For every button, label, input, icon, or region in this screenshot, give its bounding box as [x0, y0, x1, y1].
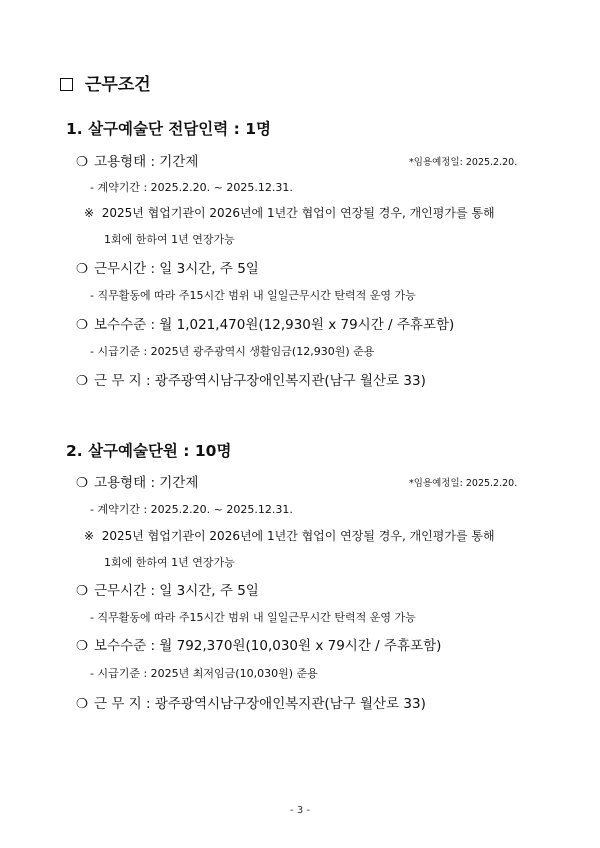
block-1-pay: ❍ 보수수준 : 월 1,021,470원(12,930원 x 79시간 / 주휴포함) — [76, 317, 455, 333]
circle-bullet-icon: ❍ — [76, 475, 89, 491]
circle-bullet-icon: ❍ — [76, 154, 89, 170]
block-2-appointment-date: *임용예정일: 2025.2.20. — [409, 478, 518, 489]
block-1-pay-detail: - 시급기준 : 2025년 광주광역시 생활임금(12,930원) 준용 — [90, 345, 375, 358]
block-1-contract-period: - 계약기간 : 2025.2.20. ~ 2025.12.31. — [90, 181, 293, 194]
circle-bullet-icon: ❍ — [76, 638, 89, 654]
block-1-work-hours: ❍ 근무시간 : 일 3시간, 주 5일 — [76, 261, 259, 277]
block-1-heading: 1. 살구예술단 전담인력 : 1명 — [66, 120, 271, 138]
block-2-workplace: ❍ 근 무 지 : 광주광역시남구장애인복지관(남구 월산로 33) — [76, 696, 426, 712]
circle-bullet-icon: ❍ — [76, 261, 89, 277]
block-2-note-line1: ※ 2025년 협업기관이 2026년에 1년간 협업이 연장될 경우, 개인평가를 통해 — [84, 529, 495, 543]
block-1-work-hours-detail: - 직무활동에 따라 주15시간 범위 내 일일근무시간 탄력적 운영 가능 — [90, 289, 416, 302]
block-1-employment-type: ❍ 고용형태 : 기간제 — [76, 154, 199, 170]
block-2-pay-detail: - 시급기준 : 2025년 최저임금(10,030원) 준용 — [90, 667, 318, 680]
block-1-appointment-date: *임용예정일: 2025.2.20. — [409, 157, 518, 168]
page-number: - 3 - — [290, 805, 310, 816]
block-2-heading: 2. 살구예술단원 : 10명 — [66, 442, 232, 460]
checkbox-square-icon — [60, 78, 73, 91]
circle-bullet-icon: ❍ — [76, 696, 89, 712]
circle-bullet-icon: ❍ — [76, 373, 89, 389]
block-2-contract-period: - 계약기간 : 2025.2.20. ~ 2025.12.31. — [90, 503, 293, 516]
block-2-pay: ❍ 보수수준 : 월 792,370원(10,030원 x 79시간 / 주휴포함) — [76, 638, 442, 654]
block-1-note-line2: 1회에 한하여 1년 연장가능 — [104, 233, 235, 246]
block-1-workplace: ❍ 근 무 지 : 광주광역시남구장애인복지관(남구 월산로 33) — [76, 373, 426, 389]
reference-mark-icon: ※ — [84, 529, 95, 543]
circle-bullet-icon: ❍ — [76, 583, 89, 599]
section-title: 근무조건 — [60, 70, 151, 95]
block-2-employment-type: ❍ 고용형태 : 기간제 — [76, 475, 199, 491]
reference-mark-icon: ※ — [84, 206, 95, 220]
circle-bullet-icon: ❍ — [76, 317, 89, 333]
block-2-work-hours: ❍ 근무시간 : 일 3시간, 주 5일 — [76, 583, 259, 599]
block-1-note-line1: ※ 2025년 협업기관이 2026년에 1년간 협업이 연장될 경우, 개인평가를 통해 — [84, 206, 495, 220]
block-2-note-line2: 1회에 한하여 1년 연장가능 — [104, 556, 235, 569]
block-2-work-hours-detail: - 직무활동에 따라 주15시간 범위 내 일일근무시간 탄력적 운영 가능 — [90, 611, 416, 624]
